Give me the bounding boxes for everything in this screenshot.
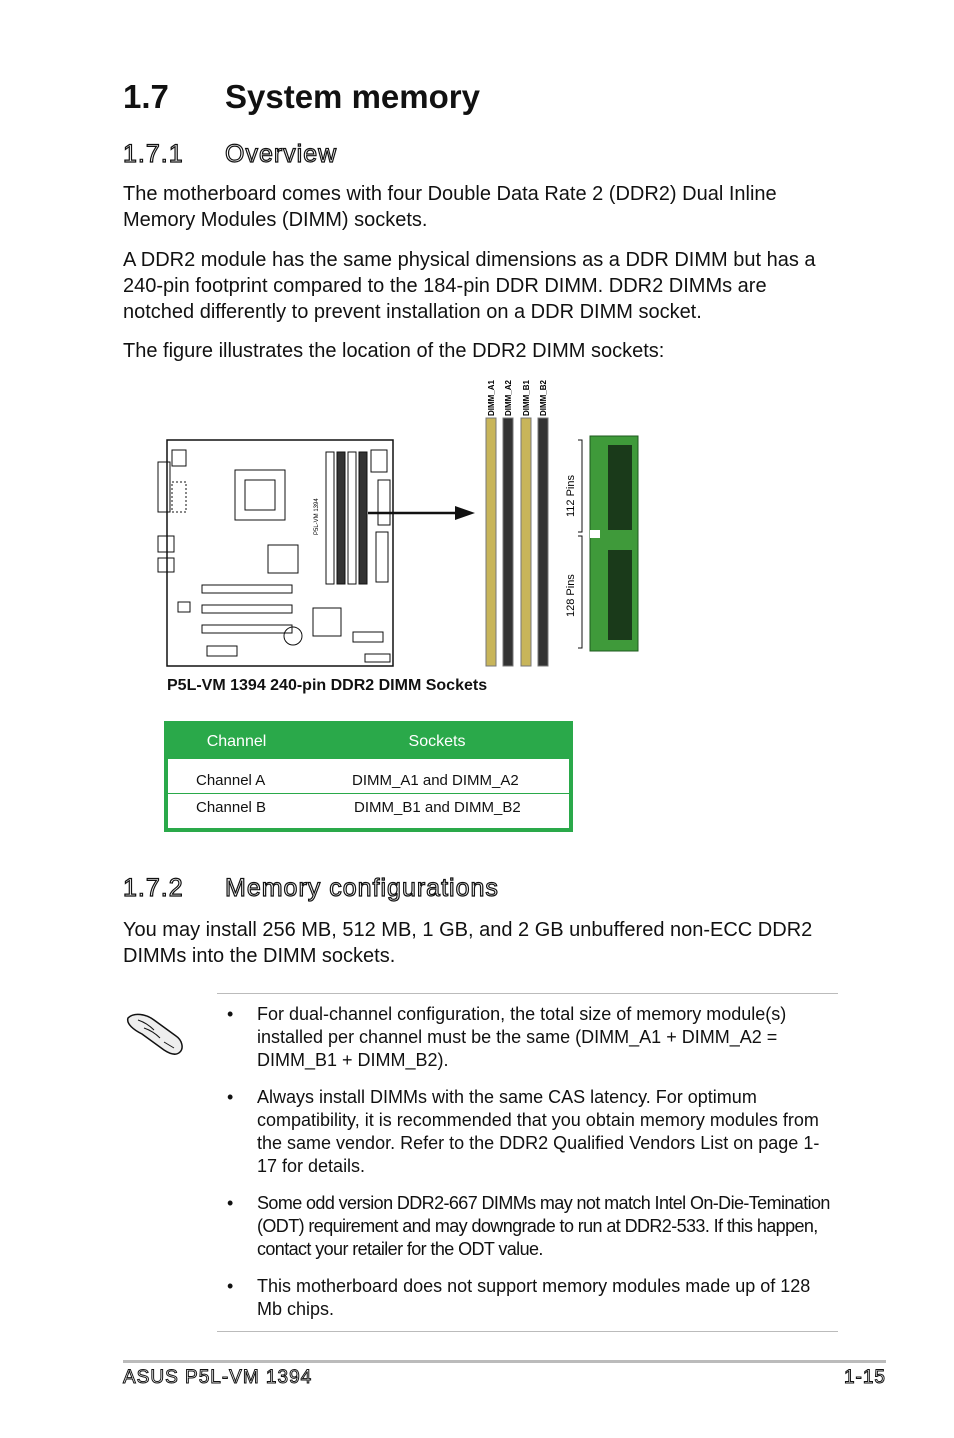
note-text: Some odd version DDR2-667 DIMMs may not match Intel On-Die-Temination (ODT) requirement and may downgrade to run at DDR2-533. If this happen, contact your retailer for the ODT value.: [257, 1193, 830, 1259]
table-header-channel: Channel: [166, 723, 305, 759]
note-text: This motherboard does not support memory modules made up of 128 Mb chips.: [257, 1276, 811, 1319]
board-label: P5L-VM 1394: [314, 498, 320, 535]
bullet-dot: •: [227, 1276, 234, 1296]
bullet-dot: •: [227, 1004, 234, 1024]
slot-label-b1: DIMM_B1: [522, 379, 531, 416]
note-text: For dual-channel configuration, the total size of memory module(s) installed per channel must be the same (DIMM_A1 + DIMM_A2 = DIMM_B1 + DIMM_B2).: [257, 1004, 787, 1070]
subsection-title-overview: 1.7.1 Overview: [123, 140, 338, 168]
subsection-title-memory-configurations: 1.7.2 Memory configurations: [123, 874, 499, 902]
slot-label-a2: DIMM_A2: [504, 379, 513, 416]
table-row: [166, 794, 571, 831]
table-cell-sockets: DIMM_A1 and DIMM_A2: [352, 771, 519, 789]
pins-top-label: 112 Pins: [565, 475, 577, 517]
dimm-socket-figure: [150, 370, 650, 675]
table-row: [166, 759, 571, 794]
footer-page-number: 1-15: [843, 1367, 886, 1388]
section-title: 1.7 System memory: [123, 78, 480, 115]
channel-sockets-table: [164, 721, 573, 832]
table-cell-sockets: DIMM_B1 and DIMM_B2: [354, 798, 521, 816]
notes-box: [217, 993, 838, 1332]
slot-label-b2: DIMM_B2: [539, 379, 548, 416]
hand-note-icon: [124, 1006, 186, 1056]
footer-rule: [123, 1360, 886, 1363]
bullet-dot: •: [227, 1193, 234, 1213]
paragraph-memory-configurations: You may install 256 MB, 512 MB, 1 GB, and 2 GB unbuffered non-ECC DDR2 DIMMs into the DIMM sockets.: [123, 919, 813, 967]
paragraph-overview-1: The motherboard comes with four Double Data Rate 2 (DDR2) Dual Inline Memory Modules (DIMM) sockets.: [123, 183, 777, 231]
table-header-sockets: Sockets: [305, 723, 571, 759]
table-cell-channel: Channel A: [196, 771, 266, 789]
pins-bottom-label: 128 Pins: [565, 574, 577, 617]
motherboard-diagram: [158, 440, 475, 666]
bullet-dot: •: [227, 1087, 234, 1107]
table-cell-channel: Channel B: [196, 798, 267, 816]
paragraph-overview-2: A DDR2 module has the same physical dimensions as a DDR DIMM but has a 240-pin footprint compared to the 184-pin DDR DIMM. DDR2 DIMMs are notched differently to prevent installation on a DDR DIMM socket.: [123, 249, 816, 323]
footer-product: ASUS P5L-VM 1394: [123, 1367, 313, 1388]
paragraph-figure-intro: The figure illustrates the location of the DDR2 DIMM sockets:: [123, 340, 665, 362]
pin-brackets: [578, 440, 582, 648]
dimm-slots-closeup: [486, 418, 548, 666]
figure-caption: P5L-VM 1394 240-pin DDR2 DIMM Sockets: [167, 677, 488, 694]
note-text: Always install DIMMs with the same CAS latency. For optimum compatibility, it is recommended that you obtain memory modules from the same vendor. Refer to the DDR2 Qualified Vendors List on page 1-17 for details.: [257, 1087, 820, 1176]
dimm-module-image: [590, 436, 638, 651]
slot-label-a1: DIMM_A1: [487, 379, 496, 416]
